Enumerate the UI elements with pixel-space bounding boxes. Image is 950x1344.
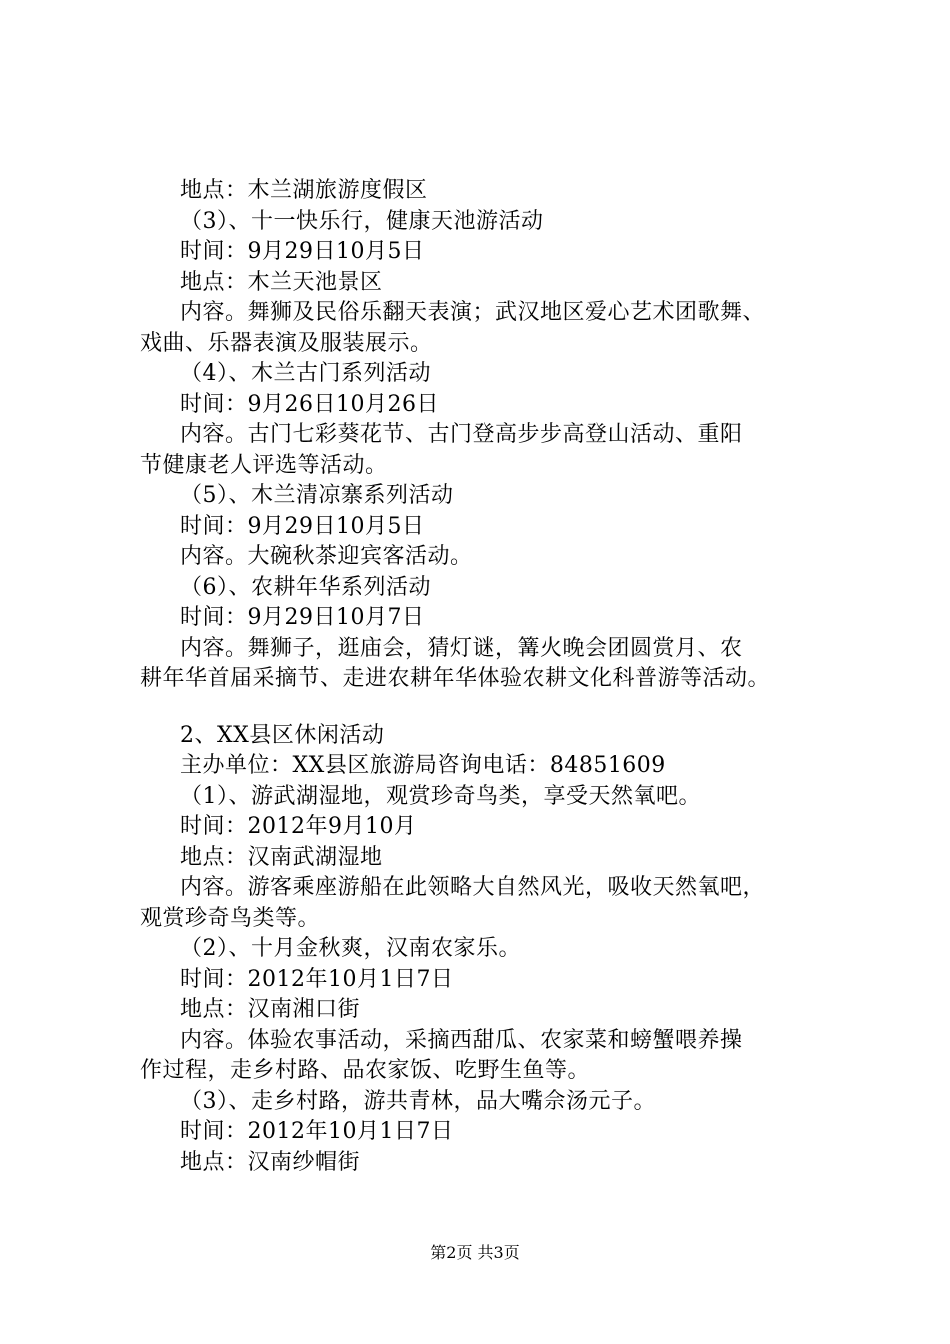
text-line: 内容。古门七彩葵花节、古门登高步步高登山活动、重阳 [180, 422, 743, 447]
text-line: （3）、走乡村路，游共青林，品大嘴佘汤元子。 [180, 1088, 656, 1114]
text-line: 时间：2012年10月1日7日 [180, 966, 454, 992]
text-line: 地点：汉南纱帽街 [180, 1149, 361, 1175]
text-line: （6）、农耕年华系列活动 [180, 574, 431, 600]
text-line: 耕年华首届采摘节、走进农耕年华体验农耕文化科普游等活动。 [140, 666, 771, 691]
text-line: （4）、木兰古门系列活动 [180, 361, 431, 386]
text-line: 时间：2012年10月1日7日 [180, 1119, 454, 1144]
text-line: 内容。大碗秋茶迎宾客活动。 [180, 544, 473, 569]
text-line: 观赏珍奇鸟类等。 [140, 905, 321, 931]
text-line: 时间：9月29日10月5日 [180, 513, 425, 539]
text-line: 地点：汉南湘口街 [180, 997, 361, 1022]
text-line: （1）、游武湖湿地，观赏珍奇鸟类，享受天然氧吧。 [180, 783, 701, 809]
text-line: 内容。体验农事活动，采摘西甜瓜、农家菜和螃蟹喂养操 [180, 1027, 743, 1053]
text-line: 2、XX县区休闲活动 [180, 722, 385, 748]
text-line: 地点：木兰天池景区 [180, 269, 383, 295]
text-line: 时间：9月29日10月5日 [180, 239, 425, 264]
text-line: 时间：9月26日10月26日 [180, 391, 439, 417]
text-line: 节健康老人评选等活动。 [140, 452, 388, 478]
text-line: 作过程，走乡村路、品农家饭、吃野生鱼等。 [140, 1058, 591, 1083]
text-line: 戏曲、乐器表演及服装展示。 [140, 330, 433, 356]
text-line: 时间：2012年9月10月 [180, 814, 417, 839]
text-line: （2）、十月金秋爽，汉南农家乐。 [180, 936, 521, 961]
activity-block-mulan [140, 176, 852, 695]
text-line: 内容。舞狮及民俗乐翻天表演；武汉地区爱心艺术团歌舞、 [180, 300, 766, 325]
text-line: 内容。舞狮子，逛庙会，猜灯谜，篝火晚会团圆赏月、农 [180, 635, 743, 661]
text-line: 主办单位：XX县区旅游局咨询电话：84851609 [180, 753, 666, 778]
text-line: 地点：汉南武湖湿地 [180, 844, 383, 870]
activity-block-hannan [140, 721, 852, 1179]
document-body [140, 176, 852, 1178]
text-line: （5）、木兰清凉寨系列活动 [180, 483, 454, 508]
paragraph-gap [140, 695, 852, 721]
text-line: 地点：木兰湖旅游度假区 [180, 178, 428, 203]
text-line: 内容。游客乘座游船在此领略大自然风光，吸收天然氧吧， [180, 875, 766, 900]
text-line: 时间：9月29日10月7日 [180, 605, 425, 630]
page-footer: 第2页 共3页 [430, 1243, 520, 1262]
text-line: （3）、十一快乐行，健康天池游活动 [180, 208, 544, 234]
